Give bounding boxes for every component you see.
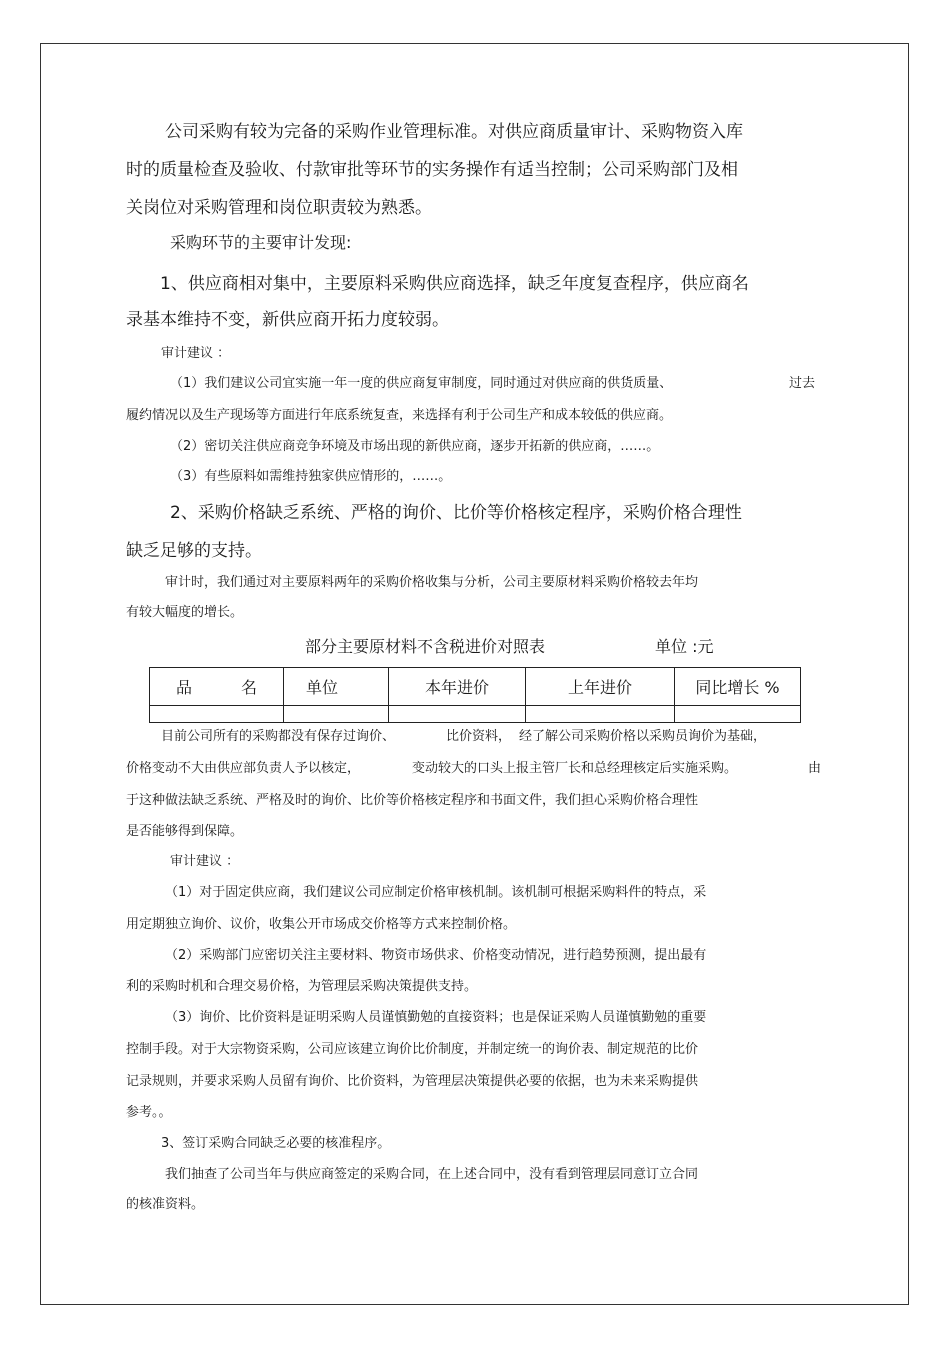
header-cell-last-year: 上年进价 — [526, 668, 675, 706]
finding1-line-2: 录基本维持不变，新供应商开拓力度较弱。 — [126, 310, 449, 330]
finding1-suggest-label: 审计建议 ： — [161, 346, 231, 361]
finding1-s1-tail: 过去 — [789, 376, 816, 391]
finding1-s2: （2）密切关注供应商竞争环境及市场出现的新供应商，逐步开拓新的供应商，……。 — [170, 439, 660, 454]
finding2-s1-line-1: （1）对于固定供应商，我们建议公司应制定价格审核机制。该机制可根据采购料件的特点，采 — [165, 885, 707, 900]
header-name-char-1: 品 — [176, 678, 193, 697]
finding2-after-a-1: 目前公司所有的采购都没有保存过询价、 — [161, 729, 396, 744]
findings-heading: 采购环节的主要审计发现: — [170, 233, 352, 252]
finding2-s1-line-2: 用定期独立询价、议价，收集公开市场成交价格等方式来控制价格。 — [126, 917, 517, 932]
finding2-body-line-1: 审计时，我们通过对主要原料两年的采购价格收集与分析，公司主要原材料采购价格较去年均 — [165, 575, 699, 590]
header-cell-this-year: 本年进价 — [389, 668, 526, 706]
finding2-s3-line-1: （3）询价、比价资料是证明采购人员谨慎勤勉的直接资料；也是保证采购人员谨慎勤勉的重要 — [165, 1010, 707, 1025]
header-cell-name — [150, 668, 284, 706]
table-cell — [526, 706, 675, 723]
finding3-body-line-2: 的核准资料。 — [126, 1197, 205, 1212]
finding2-s3-line-3: 记录规则，并要求采购人员留有询价、比价资料，为管理层决策提供必要的依据，也为未来采购提供 — [126, 1074, 699, 1089]
intro-line-2: 时的质量检查及验收、付款审批等环节的实务操作有适当控制；公司采购部门及相 — [126, 160, 738, 180]
intro-line-3: 关岗位对采购管理和岗位职责较为熟悉。 — [126, 198, 432, 218]
table-header-row — [150, 668, 801, 706]
finding2-s3-line-2: 控制手段。对于大宗物资采购，公司应该建立询价比价制度，并制定统一的询价表、制定规范的比价 — [126, 1042, 699, 1057]
finding2-after-a-2: 比价资料， — [446, 729, 512, 744]
finding1-s1-line-1: （1）我们建议公司宜实施一年一度的供应商复审制度，同时通过对供应商的供货质量、 — [170, 376, 673, 391]
table-cell — [150, 706, 284, 723]
finding2-after-d: 是否能够得到保障。 — [126, 824, 244, 839]
finding2-after-a-3: 经了解公司采购价格以采购员询价为基础， — [519, 729, 767, 744]
finding2-s3-line-4: 参考。。 — [126, 1105, 172, 1120]
header-cell-growth: 同比增长 % — [675, 668, 801, 706]
finding2-suggest-label: 审计建议 ： — [170, 854, 240, 869]
finding1-s1-line-2: 履约情况以及生产现场等方面进行年底系统复查，来选择有利于公司生产和成本较低的供应商。 — [126, 408, 673, 423]
table-cell — [284, 706, 389, 723]
intro-line-1: 公司采购有较为完备的采购作业管理标准。对供应商质量审计、采购物资入库 — [165, 122, 743, 142]
finding2-line-2: 缺乏足够的支持。 — [126, 541, 262, 561]
finding3-body-line-1: 我们抽查了公司当年与供应商签定的采购合同，在上述合同中，没有看到管理层同意订立合同 — [165, 1167, 699, 1182]
finding3-heading: 3、签订采购合同缺乏必要的核准程序。 — [161, 1136, 391, 1151]
finding2-body-line-2: 有较大幅度的增长。 — [126, 605, 244, 620]
price-comparison-table — [149, 667, 801, 723]
table-cell — [389, 706, 526, 723]
finding2-after-b-2: 变动较大的口头上报主管厂长和总经理核定后实施采购。 — [412, 761, 738, 776]
finding2-s2-line-2: 利的采购时机和合理交易价格，为管理层采购决策提供支持。 — [126, 979, 478, 994]
header-name-char-2: 名 — [240, 678, 257, 697]
table-title: 部分主要原材料不含税进价对照表 — [305, 637, 546, 656]
table-unit: 单位 :元 — [655, 637, 714, 656]
finding2-after-c: 于这种做法缺乏系统、严格及时的询价、比价等价格核定程序和书面文件，我们担心采购价格合理性 — [126, 793, 699, 808]
finding1-line-1: 1、供应商相对集中，主要原料采购供应商选择，缺乏年度复查程序，供应商名 — [160, 274, 749, 294]
finding2-line-1: 2、采购价格缺乏系统、严格的询价、比价等价格核定程序，采购价格合理性 — [170, 503, 742, 523]
finding2-s2-line-1: （2）采购部门应密切关注主要材料、物资市场供求、价格变动情况，进行趋势预测，提出最有 — [165, 948, 707, 963]
table-cell — [675, 706, 801, 723]
finding1-s3: （3）有些原料如需维持独家供应情形的，……。 — [170, 469, 452, 484]
header-cell-unit: 单位 — [284, 668, 389, 706]
table-row — [150, 706, 801, 723]
finding2-after-b-3: 由 — [808, 761, 822, 776]
finding2-after-b-1: 价格变动不大由供应部负责人予以核定， — [126, 761, 361, 776]
